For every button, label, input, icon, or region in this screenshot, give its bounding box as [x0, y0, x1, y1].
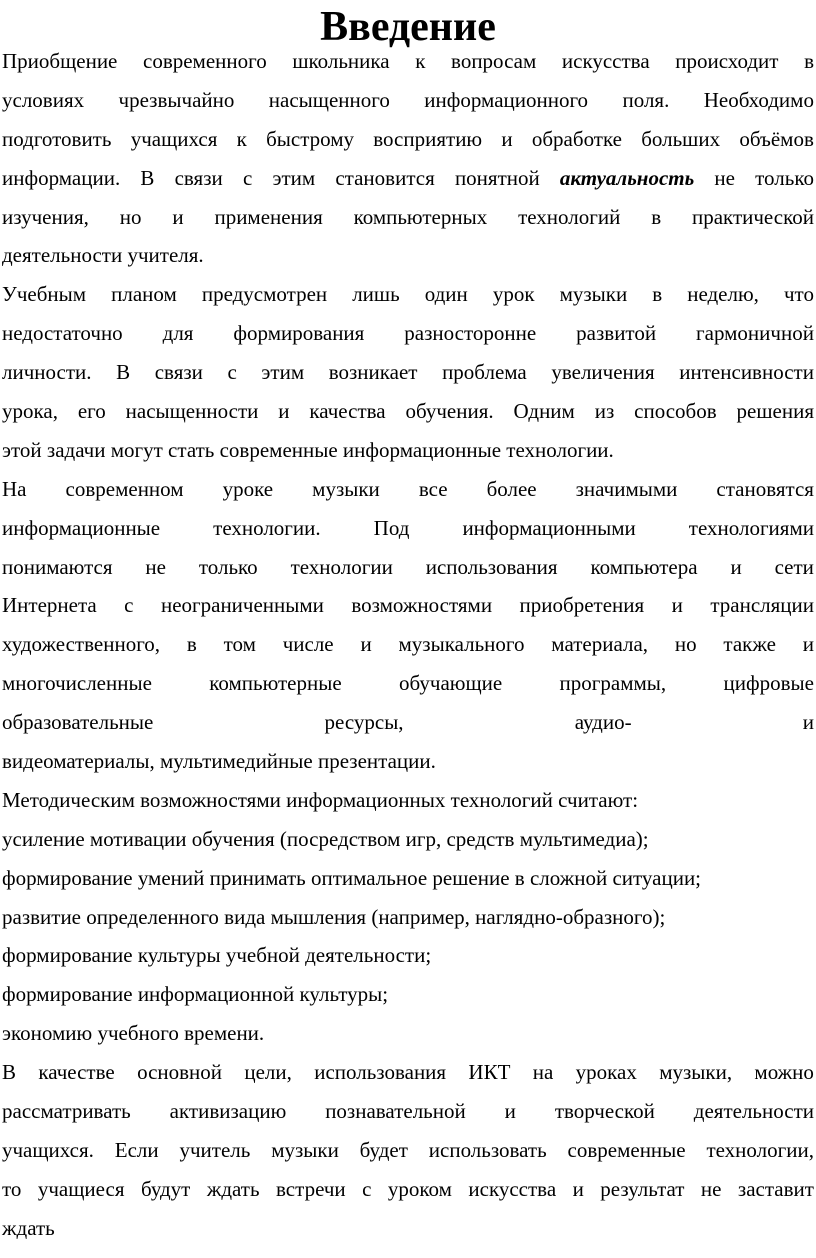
- paragraph: [2, 1053, 814, 1247]
- text-line: рассматривать активизацию познавательной и творческой деятельности: [2, 1099, 814, 1124]
- text-line: Учебным планом предусмотрен лишь один урок музыки в неделю, что: [2, 282, 814, 307]
- emphasized-term: актуальность: [559, 165, 695, 190]
- text-line: урока, его насыщенности и качества обучения. Одним из способов решения: [2, 399, 814, 424]
- text-line: формирование умений принимать оптимальное решение в сложной ситуации;: [2, 865, 702, 890]
- paragraph: [2, 275, 814, 469]
- text-line: понимаются не только технологии использования компьютера и сети: [2, 554, 814, 579]
- text-line: Методическим возможностями информационных технологий считают:: [2, 787, 639, 812]
- text-line: экономию учебного времени.: [2, 1021, 265, 1046]
- text-line: недостаточно для формирования разносторонне развитой гармоничной: [2, 321, 814, 346]
- text-line: художественного, в том числе и музыкального материала, но также и: [2, 632, 814, 657]
- text-line: ждать: [2, 1215, 55, 1240]
- paragraph: [2, 781, 814, 1053]
- text-line: многочисленные компьютерные обучающие программы, цифровые: [2, 671, 814, 696]
- document-body: [2, 42, 814, 1248]
- text-line: информационные технологии. Под информационными технологиями: [2, 515, 814, 540]
- text-line: развитие определенного вида мышления (например, наглядно-образного);: [2, 904, 666, 929]
- text-line: учащихся. Если учитель музыки будет использовать современные технологии,: [2, 1137, 814, 1162]
- text-line: деятельности учителя.: [2, 243, 204, 268]
- text-line: В качестве основной цели, использования ИКТ на уроках музыки, можно: [2, 1060, 814, 1085]
- paragraph: [2, 470, 814, 781]
- document-title: Введение: [320, 4, 496, 50]
- text-line: усиление мотивации обучения (посредством игр, средств мультимедиа);: [2, 826, 649, 851]
- text-line: Интернета с неограниченными возможностями приобретения и трансляции: [2, 593, 814, 618]
- text-line: формирование культуры учебной деятельности;: [2, 943, 432, 968]
- text-line: информации. В связи с этим становится понятной актуальность не только: [2, 165, 814, 190]
- text-line: образовательные ресурсы, аудио- и: [2, 710, 814, 735]
- text-line: условиях чрезвычайно насыщенного информационного поля. Необходимо: [2, 87, 814, 112]
- text-line: видеоматериалы, мультимедийные презентации.: [2, 749, 436, 774]
- paragraph: [2, 42, 814, 275]
- text-line: На современном уроке музыки все более значимыми становятся: [2, 476, 814, 501]
- text-line: Приобщение современного школьника к вопросам искусства происходит в: [2, 49, 814, 73]
- text-line: личности. В связи с этим возникает проблема увеличения интенсивности: [2, 360, 814, 385]
- text-line: этой задачи могут стать современные информационные технологии.: [2, 437, 614, 462]
- text-line: формирование информационной культуры;: [2, 982, 389, 1007]
- text-line: изучения, но и применения компьютерных технологий в практической: [2, 204, 814, 229]
- text-line: подготовить учащихся к быстрому восприятию и обработке больших объёмов: [2, 126, 814, 151]
- text-line: то учащиеся будут ждать встречи с уроком искусства и результат не заставит: [2, 1176, 814, 1201]
